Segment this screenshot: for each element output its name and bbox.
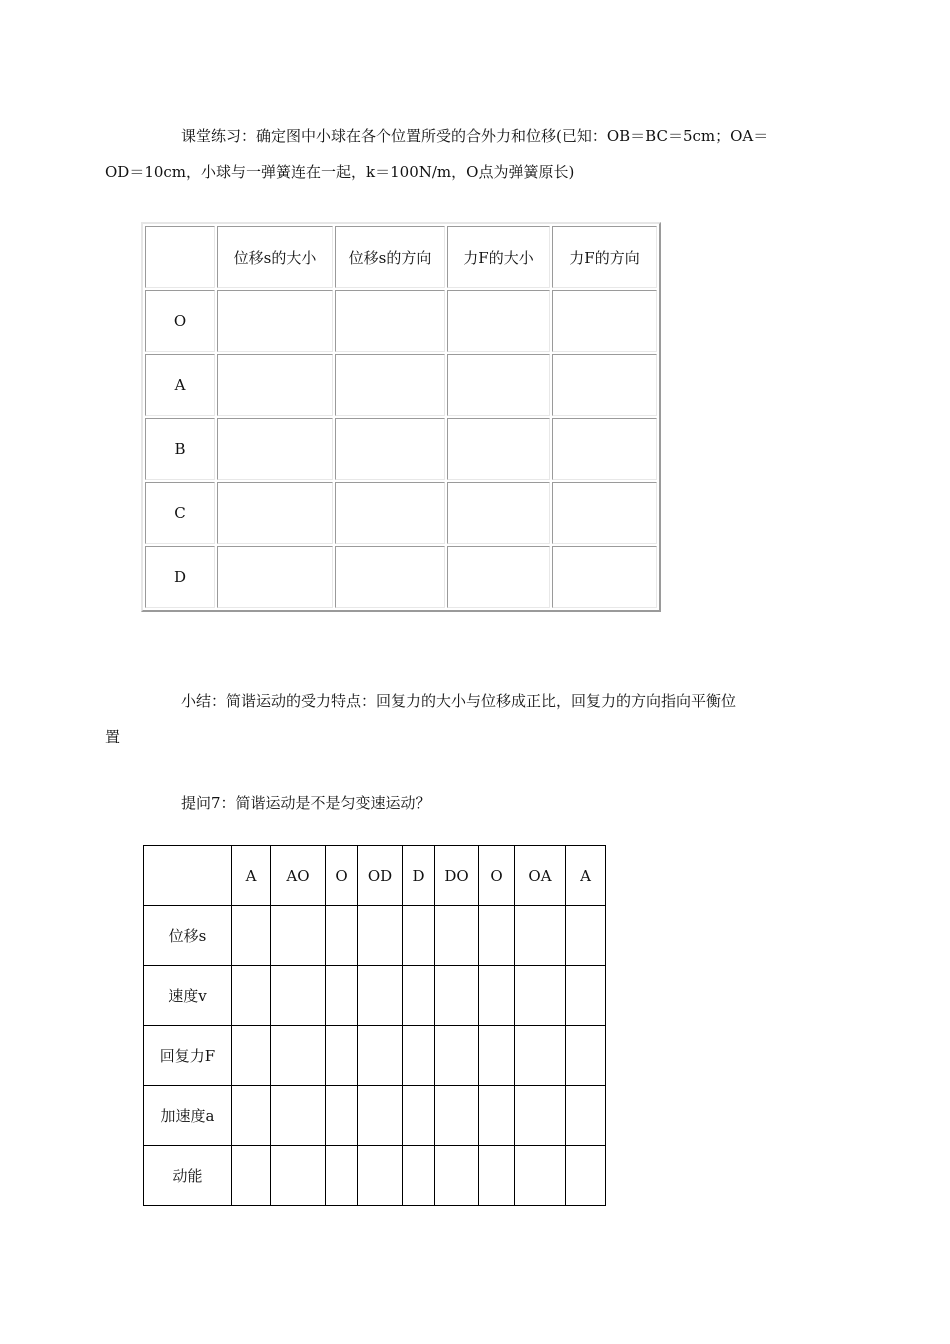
table2-blank-cell <box>358 966 403 1026</box>
exercise-text <box>105 118 805 190</box>
table2-header-cell: O <box>326 846 358 906</box>
table2-blank-cell <box>566 906 606 966</box>
table-row <box>145 418 657 480</box>
table1-blank-cell <box>335 418 445 480</box>
table2-blank-cell <box>479 1086 515 1146</box>
table-row <box>145 482 657 544</box>
exercise-line-2: OD＝10cm，小球与一弹簧连在一起，k＝100N/m，O点为弹簧原长) <box>105 163 575 181</box>
table2-blank-cell <box>326 1146 358 1206</box>
table2-row-label: 位移s <box>144 906 232 966</box>
table1-row-label: B <box>145 418 215 480</box>
exercise-line-1: 课堂练习：确定图中小球在各个位置所受的合外力和位移(已知：OB＝BC＝5cm；OA＝ <box>181 127 769 145</box>
table2-blank-cell <box>232 1146 271 1206</box>
table2-blank-cell <box>358 1086 403 1146</box>
table2-row-label: 动能 <box>144 1146 232 1206</box>
table-row <box>145 546 657 608</box>
table2-header-cell: OA <box>515 846 566 906</box>
table2-blank-cell <box>232 906 271 966</box>
table1-blank-cell <box>217 546 333 608</box>
summary-line-1: 小结：简谐运动的受力特点：回复力的大小与位移成正比，回复力的方向指向平衡位 <box>181 692 737 710</box>
table2-header-cell: OD <box>358 846 403 906</box>
table2-blank-cell <box>326 906 358 966</box>
table1-header-cell <box>145 226 215 288</box>
table1-row-label: A <box>145 354 215 416</box>
table2-blank-cell <box>403 1086 435 1146</box>
table1-blank-cell <box>335 290 445 352</box>
table2-blank-cell <box>435 1146 479 1206</box>
table2-blank-cell <box>358 1146 403 1206</box>
table2-blank-cell <box>435 906 479 966</box>
table1-blank-cell <box>552 482 657 544</box>
table2-blank-cell <box>515 1086 566 1146</box>
table-row <box>144 906 606 966</box>
table1-blank-cell <box>447 482 550 544</box>
table2-header-row <box>144 846 606 906</box>
table2-header-cell: O <box>479 846 515 906</box>
table1-row-label: O <box>145 290 215 352</box>
table2-blank-cell <box>271 1086 326 1146</box>
summary-text <box>105 683 805 755</box>
table2-blank-cell <box>479 1026 515 1086</box>
table1-blank-cell <box>552 418 657 480</box>
table2-header-cell: AO <box>271 846 326 906</box>
table-row <box>144 1026 606 1086</box>
table2-blank-cell <box>566 966 606 1026</box>
table2-blank-cell <box>271 1146 326 1206</box>
table1-blank-cell <box>217 290 333 352</box>
table-row <box>145 290 657 352</box>
table-row <box>144 966 606 1026</box>
table2-blank-cell <box>403 1026 435 1086</box>
table-row <box>144 1086 606 1146</box>
table2-blank-cell <box>326 966 358 1026</box>
table2-blank-cell <box>435 1026 479 1086</box>
table1-row-label: D <box>145 546 215 608</box>
table1-blank-cell <box>552 354 657 416</box>
table1-header-cell: 力F的大小 <box>447 226 550 288</box>
table1-blank-cell <box>335 546 445 608</box>
table2-blank-cell <box>358 906 403 966</box>
table2-blank-cell <box>403 1146 435 1206</box>
table1-blank-cell <box>217 482 333 544</box>
table1-blank-cell <box>552 546 657 608</box>
table2-blank-cell <box>271 966 326 1026</box>
table2-blank-cell <box>403 906 435 966</box>
table2-header-cell: A <box>232 846 271 906</box>
table1-header-cell: 位移s的方向 <box>335 226 445 288</box>
table1-blank-cell <box>447 354 550 416</box>
table2-blank-cell <box>479 906 515 966</box>
summary-line-2: 置 <box>105 728 121 746</box>
table2-blank-cell <box>515 1026 566 1086</box>
table-row <box>145 354 657 416</box>
table2-blank-cell <box>515 1146 566 1206</box>
table2-blank-cell <box>326 1086 358 1146</box>
table2-blank-cell <box>435 966 479 1026</box>
table1-header-row <box>145 226 657 288</box>
question-text <box>143 785 805 821</box>
table1-blank-cell <box>447 418 550 480</box>
table2-blank-cell <box>566 1086 606 1146</box>
table2-blank-cell <box>271 906 326 966</box>
question-line: 提问7：简谐运动是不是匀变速运动？ <box>181 794 431 812</box>
motion-quantities-table <box>143 845 606 1206</box>
table2-blank-cell <box>479 1146 515 1206</box>
table2-blank-cell <box>566 1146 606 1206</box>
table1-header-cell: 力F的方向 <box>552 226 657 288</box>
table2-blank-cell <box>515 906 566 966</box>
table2-blank-cell <box>566 1026 606 1086</box>
table2-row-label: 回复力F <box>144 1026 232 1086</box>
table1-blank-cell <box>447 290 550 352</box>
table1-blank-cell <box>217 418 333 480</box>
table2-header-cell: DO <box>435 846 479 906</box>
table2-blank-cell <box>271 1026 326 1086</box>
table1-header-cell: 位移s的大小 <box>217 226 333 288</box>
table1-row-label: C <box>145 482 215 544</box>
table2-header-cell: A <box>566 846 606 906</box>
table2-blank-cell <box>326 1026 358 1086</box>
table1-blank-cell <box>447 546 550 608</box>
table2-blank-cell <box>435 1086 479 1146</box>
table-row <box>144 1146 606 1206</box>
table2-row-label: 速度v <box>144 966 232 1026</box>
table2-blank-cell <box>232 1026 271 1086</box>
table2-blank-cell <box>403 966 435 1026</box>
table1-blank-cell <box>335 482 445 544</box>
table2-blank-cell <box>232 1086 271 1146</box>
table1-blank-cell <box>552 290 657 352</box>
table2-row-label: 加速度a <box>144 1086 232 1146</box>
force-displacement-table <box>141 222 661 612</box>
table2-header-cell: D <box>403 846 435 906</box>
table1-blank-cell <box>217 354 333 416</box>
table2-blank-cell <box>232 966 271 1026</box>
table2-header-cell <box>144 846 232 906</box>
table2-blank-cell <box>479 966 515 1026</box>
table1-blank-cell <box>335 354 445 416</box>
table2-blank-cell <box>515 966 566 1026</box>
table2-blank-cell <box>358 1026 403 1086</box>
